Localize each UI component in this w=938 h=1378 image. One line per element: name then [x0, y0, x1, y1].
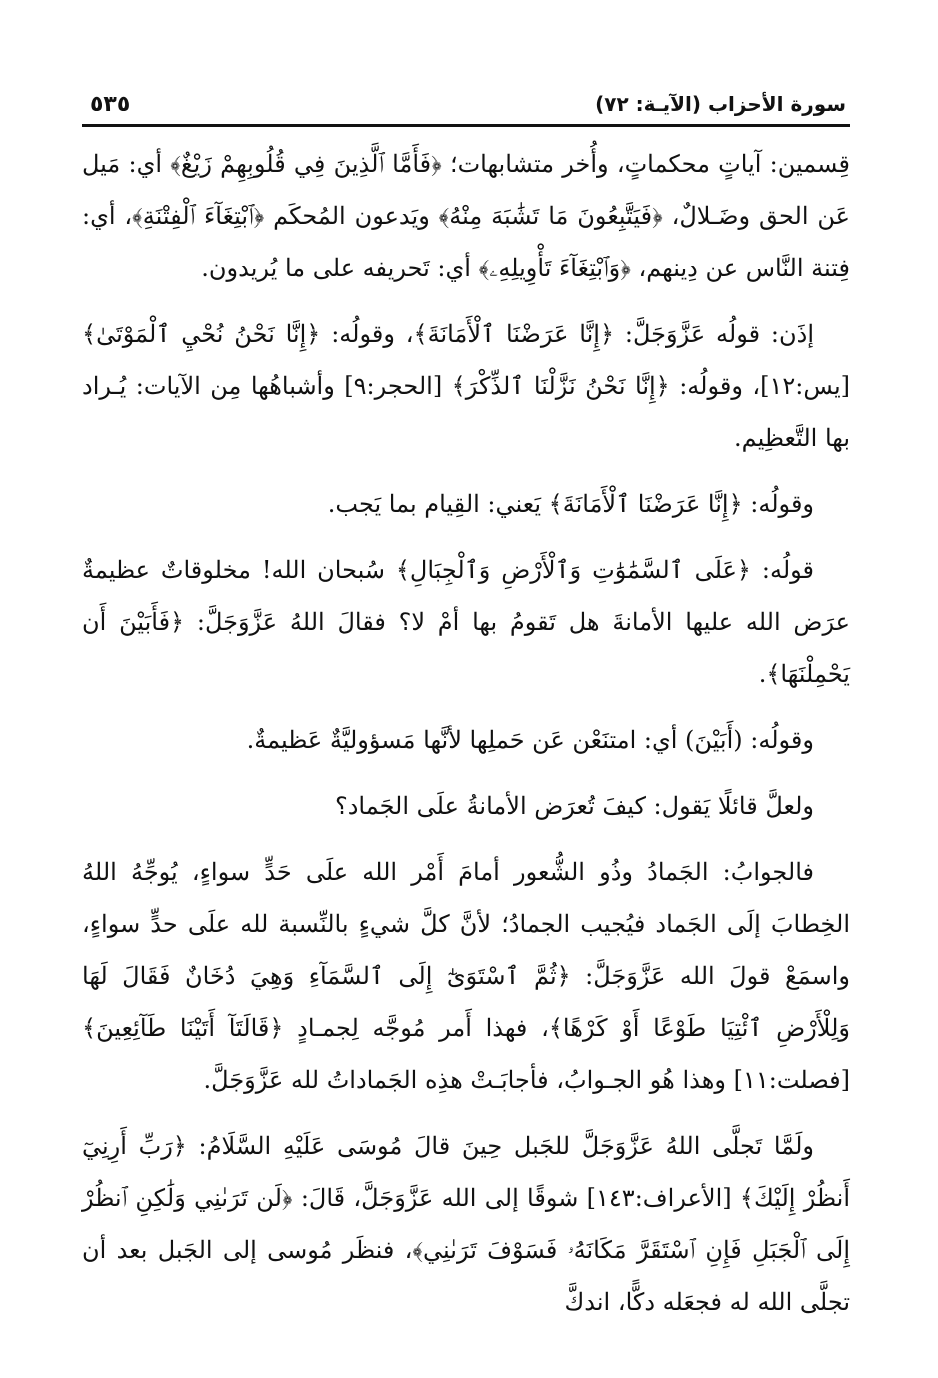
- paragraph: قولُه: ﴿عَلَى ٱلسَّمَٰوَٰتِ وَٱلْأَرْضِ وَٱلْجِبَالِ﴾ سُبحان الله! مخلوقاتٌ عظيمةٌ عرَض الله عليها الأمانةَ هل تَقومُ بها أمْ لا؟ فقالَ اللهُ عَزَّوَجَلَّ: ﴿فَأَبَيْنَ أَن يَحْمِلْنَهَا﴾.: [82, 556, 851, 688]
- surah-title: سورة الأحزاب (الآيـة: ٧٢): [595, 92, 846, 116]
- paragraph: وقولُه: ﴿إِنَّا عَرَضْنَا ٱلْأَمَانَةَ﴾ يَعني: القِيام بما يَجب.: [327, 490, 814, 518]
- page-header: [82, 86, 850, 122]
- paragraph: وقولُه: (أَبَيْنَ) أي: امتنَعْن عَن حَملِها لأنَّها مَسؤوليَّةٌ عَظيمةٌ.: [246, 726, 814, 754]
- paragraph: فالجوابُ: الجَمادُ وذُو الشُّعور أمامَ أَمْر الله علَى حَدٍّ سواءٍ، يُوجِّهُ اللهُ الخِطابَ إلَى الجَماد فيُجيب الجمادُ؛ لأنَّ كلَّ شيءٍ بالنِّسبة لله علَى حدٍّ سواءٍ، واسمَعْ قولَ الله عَزَّوَجَلَّ: ﴿ثُمَّ ٱسْتَوَىٰٓ إِلَى ٱلسَّمَآءِ وَهِيَ دُخَانٌ فَقَالَ لَهَا وَلِلْأَرْضِ ٱئْتِيَا طَوْعًا أَوْ كَرْهًا﴾، فهذا أَمر مُوجَّه لِجمـادٍ ﴿قَالَتَآ أَتَيْنَا طَآئِعِينَ﴾ [فصلت:١١] وهذا هُو الجـوابُ، فأجابَـتْ هذِه الجَماداتُ لله عَزَّوَجَلَّ.: [82, 858, 850, 1094]
- header-divider: [82, 124, 850, 127]
- page-number: ٥٣٥: [90, 92, 131, 117]
- paragraph: ولعلَّ قائلًا يَقول: كيفَ تُعرَض الأمانةُ علَى الجَماد؟: [334, 792, 814, 820]
- paragraph: إذَن: قولُه عَزَّوَجَلَّ: ﴿إِنَّا عَرَضْنَا ٱلْأَمَانَةَ﴾، وقولُه: ﴿إِنَّا نَحْنُ نُحْيِ ٱلْمَوْتَىٰ﴾ [يس:١٢]، وقولُه: ﴿إِنَّا نَحْنُ نَزَّلْنَا ٱلذِّكْرَ﴾ [الحجر:٩] وأشباهُها مِن الآيات: يُـراد بها التَّعظِيم.: [82, 320, 851, 452]
- page-body: [82, 138, 850, 1342]
- paragraph: ولَمَّا تَجلَّى اللهُ عَزَّوَجَلَّ للجَبل حِينَ قالَ مُوسَى عَلَيْهِ السَّلَامُ: ﴿رَبِّ أَرِنِيٓ أَنظُرْ إِلَيْكَ﴾ [الأعراف:١٤٣] شوقًا إلى الله عَزَّوَجَلَّ، قَالَ: ﴿لَن تَرَىٰنِي وَلَٰكِنِ ٱنظُرْ إِلَى ٱلْجَبَلِ فَإِنِ ٱسْتَقَرَّ مَكَانَهُۥ فَسَوْفَ تَرَىٰنِي﴾، فنظَر مُوسى إلى الجَبل بعد أن تجلَّى الله له فجعَله دكًّا، اندكَّ: [82, 1132, 851, 1316]
- paragraph: قِسمين: آياتٍ محكماتٍ، وأُخر متشابهات؛ ﴿فَأَمَّا ٱلَّذِينَ فِي قُلُوبِهِمْ زَيْغٌ﴾ أي: مَيل عَن الحق وضَـلالٌ، ﴿فَيَتَّبِعُونَ مَا تَشَٰبَهَ مِنْهُ﴾ ويَدعون المُحكَم ﴿ٱبْتِغَآءَ ٱلْفِتْنَةِ﴾، أي: فِتنة النَّاس عن دِينهم، ﴿وَٱبْتِغَآءَ تَأْوِيلِهِۦ﴾ أي: تَحريفه على ما يُريدون.: [82, 150, 850, 282]
